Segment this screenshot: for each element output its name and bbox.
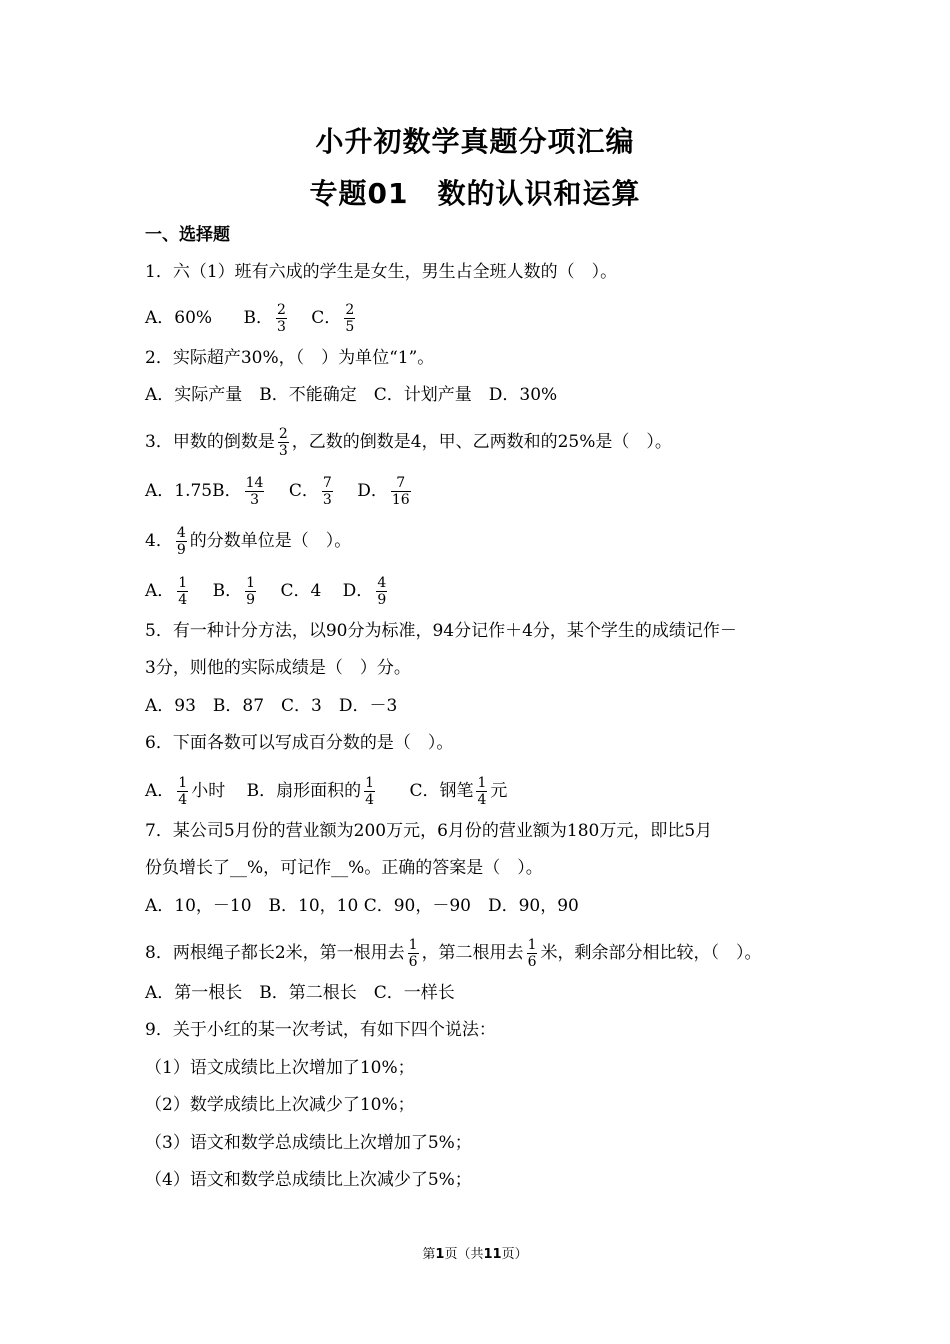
fraction: $\frac{2}{3}$ — [276, 302, 286, 335]
page-number: 1 — [435, 1247, 445, 1262]
question-1-options — [145, 302, 358, 335]
fraction: $\frac{1}{9}$ — [246, 575, 256, 608]
question-5-line-1: 5．有一种计分方法，以90分为标准，94分记作＋4分，某个学生的成绩记作－ — [145, 621, 737, 641]
question-7-line-2: 份负增长了__%，可记作__%。正确的答案是（ ）。 — [145, 858, 543, 878]
question-2-options: A．实际产量 B．不能确定 C．计划产量 D．30% — [145, 385, 558, 405]
question-1: 1．六（1）班有六成的学生是女生，男生占全班人数的（ ）。 — [145, 262, 618, 282]
section-heading: 一、选择题 — [145, 225, 230, 245]
fraction: $\frac{1}{4}$ — [477, 775, 487, 808]
question-4-options: A． $\frac{1}{4}$ B． $\frac{1}{9}$ C．4 D． $\frac{4}{9}$ — [145, 575, 387, 608]
option-a: A．60% — [145, 308, 213, 328]
statement-4: （4）语文和数学总成绩比上次减少了5%； — [145, 1170, 472, 1190]
fraction: $\frac{2}{3}$ — [278, 426, 288, 459]
question-3-options: A．1.75B． $\frac{14}{3}$ C． $\frac{7}{3}$ D． $\frac{7}{16}$ — [145, 475, 410, 508]
page-footer: 第1页（共11页） — [422, 1247, 528, 1262]
question-6: 6．下面各数可以写成百分数的是（ ）。 — [145, 733, 454, 753]
fraction: $\frac{7}{3}$ — [322, 475, 332, 508]
option-b: B． — [243, 308, 273, 328]
fraction: $\frac{1}{4}$ — [178, 775, 188, 808]
question-3: 3．甲数的倒数是 $\frac{2}{3}$ ，乙数的倒数是4，甲、乙两数和的25%是（ ）。 — [145, 426, 672, 459]
fraction: $\frac{14}{3}$ — [245, 475, 264, 508]
question-5-options: A．93 B．87 C．3 D．－3 — [145, 696, 398, 716]
statement-3: （3）语文和数学总成绩比上次增加了5%； — [145, 1133, 472, 1153]
question-9: 9．关于小红的某一次考试，有如下四个说法： — [145, 1020, 496, 1040]
question-8-options: A．第一根长 B．第二根长 C．一样长 — [145, 983, 455, 1003]
question-7-line-1: 7．某公司5月份的营业额为200万元，6月份的营业额为180万元，即比5月 — [145, 821, 713, 841]
statement-1: （1）语文成绩比上次增加了10%； — [145, 1058, 415, 1078]
question-2: 2．实际超产30%，（ ）为单位“1”。 — [145, 348, 435, 368]
statement-2: （2）数学成绩比上次减少了10%； — [145, 1095, 415, 1115]
sub-title: 专题01 数的认识和运算 — [309, 177, 641, 210]
fraction: $\frac{4}{9}$ — [176, 525, 186, 558]
fraction: $\frac{1}{4}$ — [365, 775, 375, 808]
question-7-options: A．10，－10 B．10，10 C．90，－90 D．90，90 — [145, 896, 579, 916]
main-title: 小升初数学真题分项汇编 — [315, 125, 635, 158]
option-c: C． — [311, 308, 342, 328]
fraction: $\frac{1}{6}$ — [408, 937, 418, 970]
fraction: $\frac{1}{6}$ — [527, 937, 537, 970]
fraction: $\frac{7}{16}$ — [391, 475, 410, 508]
question-6-options: A． $\frac{1}{4}$ 小时 B．扇形面积的 $\frac{1}{4}$ C．钢笔 $\frac{1}{4}$ 元 — [145, 775, 508, 808]
question-5-line-2: 3分，则他的实际成绩是（ ）分。 — [145, 658, 411, 678]
question-8: 8．两根绳子都长2米，第一根用去 $\frac{1}{6}$ ，第二根用去 $\frac{1}{6}$ 米，剩余部分相比较，（ ）。 — [145, 937, 762, 970]
fraction: $\frac{2}{5}$ — [345, 302, 355, 335]
fraction: $\frac{1}{4}$ — [178, 575, 188, 608]
fraction: $\frac{4}{9}$ — [377, 575, 387, 608]
page-total: 11 — [483, 1247, 502, 1262]
question-4: 4． $\frac{4}{9}$ 的分数单位是（ ）。 — [145, 525, 352, 558]
